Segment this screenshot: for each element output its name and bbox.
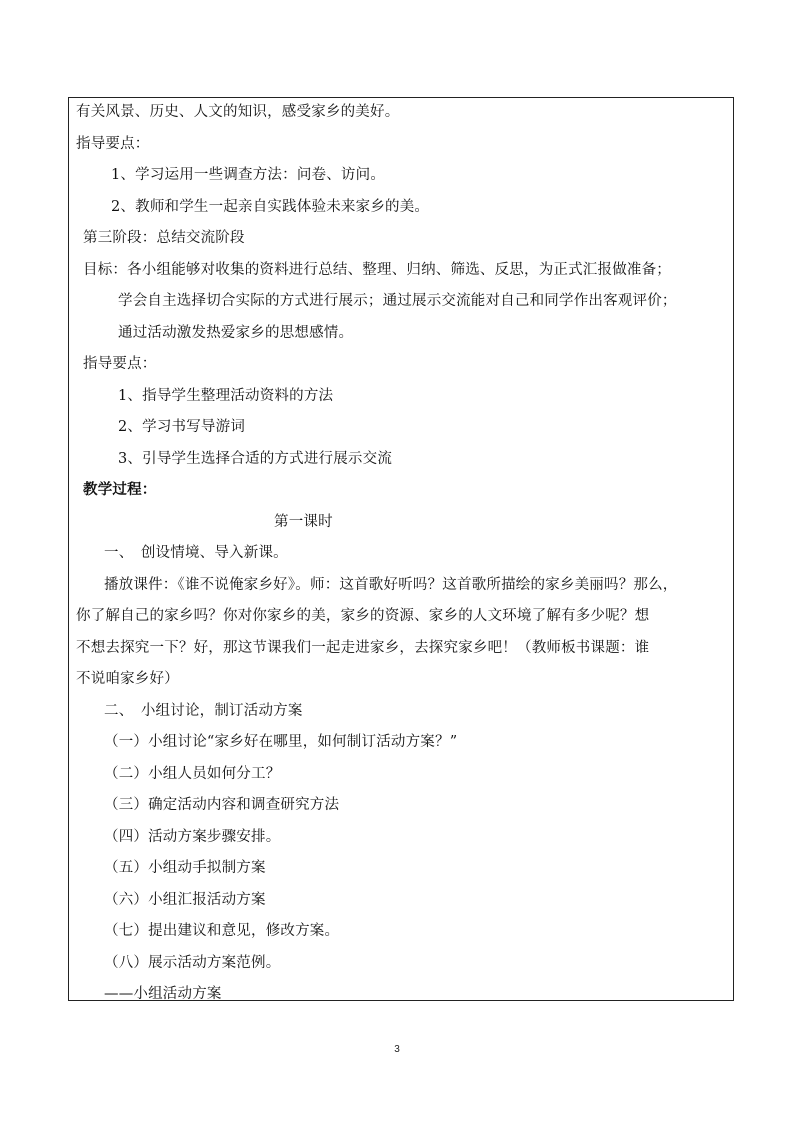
page-number: 3 <box>394 1044 400 1055</box>
stage-three-heading: 第三阶段：总结交流阶段 <box>83 230 245 246</box>
step-item-7: （七）提出建议和意见，修改方案。 <box>104 923 340 939</box>
list-item-stage3-1: 1、指导学生整理活动资料的方法 <box>118 388 334 404</box>
paragraph-line-2: 你了解自己的家乡吗？你对你家乡的美，家乡的资源、家乡的人文环境了解有多少呢？想 <box>76 608 650 624</box>
lesson-one-title: 第一课时 <box>274 514 333 530</box>
text-line-intro-continuation: 有关风景、历史、人文的知识，感受家乡的美好。 <box>76 104 400 120</box>
goal-text-line-2: 学会自主选择切合实际的方式进行展示；通过展示交流能对自己和同学作出客观评价； <box>118 293 677 309</box>
goal-text-line-3: 通过活动激发热爱家乡的思想感情。 <box>118 325 354 341</box>
list-item-stage3-3: 3、引导学生选择合适的方式进行展示交流 <box>118 451 393 467</box>
heading-guidance-points: 指导要点： <box>76 136 150 152</box>
paragraph-line-4: 不说咱家乡好） <box>76 671 179 687</box>
paragraph-line-1: 播放课件：《谁不说俺家乡好》。师：这首歌好听吗？这首歌所描绘的家乡美丽吗？那么， <box>104 577 678 593</box>
step-item-5: （五）小组动手拟制方案 <box>104 860 266 876</box>
step-item-2: （二）小组人员如何分工？ <box>104 766 281 782</box>
list-item-guidance-2: 2、教师和学生一起亲自实践体验未来家乡的美。 <box>111 199 430 215</box>
teaching-process-heading: 教学过程： <box>83 481 157 498</box>
goal-text-line-1: 目标：各小组能够对收集的资料进行总结、整理、归纳、筛选、反思，为正式汇报做准备； <box>83 262 671 278</box>
section-two-heading: 二、 小组讨论，制订活动方案 <box>104 703 303 719</box>
step-item-6: （六）小组汇报活动方案 <box>104 892 266 908</box>
step-item-4: （四）活动方案步骤安排。 <box>104 829 281 845</box>
paragraph-line-3: 不想去探究一下？好，那这节课我们一起走进家乡，去探究家乡吧！（教师板书课题：谁 <box>76 640 650 656</box>
step-item-8: （八）展示活动方案范例。 <box>104 955 281 971</box>
step-item-1: （一）小组讨论“家乡好在哪里，如何制订活动方案？” <box>104 734 458 750</box>
step-item-3: （三）确定活动内容和调查研究方法 <box>104 797 340 813</box>
list-item-guidance-1: 1、学习运用一些调查方法：问卷、访问。 <box>111 167 386 183</box>
plan-title-line: ——小组活动方案 <box>104 986 222 1002</box>
list-item-stage3-2: 2、学习书写导游词 <box>118 419 246 435</box>
section-one-heading: 一、 创设情境、导入新课。 <box>104 545 288 561</box>
heading-guidance-points-2: 指导要点： <box>83 356 157 372</box>
